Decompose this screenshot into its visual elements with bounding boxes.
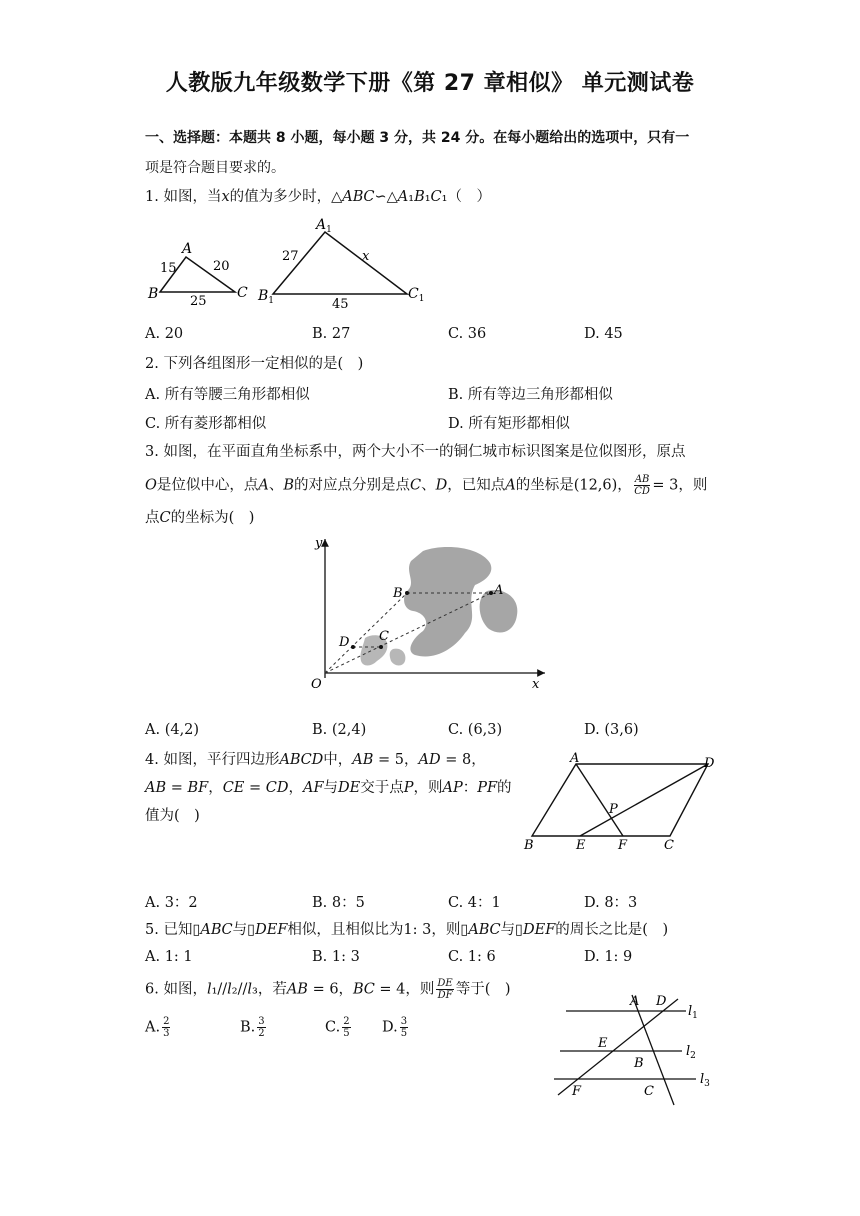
q4-option-a[interactable]: A. 3：2 (145, 895, 198, 911)
q6-option-c[interactable] (325, 1016, 353, 1039)
q3-option-a[interactable]: A. (4,2) (145, 722, 200, 738)
q3-fraction (634, 474, 651, 497)
frac-denominator: 𝐶𝐷 (634, 486, 650, 497)
q2-option-d[interactable]: D. 所有矩形都相似 (448, 416, 570, 432)
frac-denominator: 2 (258, 1028, 265, 1039)
frac-numerator: 𝐴𝐵 (634, 474, 650, 485)
label-B: B (634, 1056, 644, 1071)
section-heading-line2: 项是符合题目要求的。 (145, 160, 285, 176)
side-x: x (362, 249, 370, 264)
label-l1: $l_1$ (688, 1004, 698, 1021)
q1-option-c[interactable]: C. 36 (448, 326, 487, 342)
label-A: A (182, 241, 193, 257)
point-d (351, 645, 355, 649)
q5-option-b[interactable]: B. 1: 3 (312, 949, 360, 965)
q1-figure (140, 212, 440, 312)
large-logo-shape (404, 547, 491, 656)
frac-denominator: 5 (400, 1028, 408, 1039)
option-fraction (400, 1016, 408, 1039)
q2-stem: 2. 下列各组图形一定相似的是( ) (145, 356, 364, 372)
frac-numerator: 2 (163, 1016, 170, 1027)
q5-option-c[interactable]: C. 1: 6 (448, 949, 496, 965)
label-B1: $B_1$ (258, 288, 275, 306)
q2-option-b[interactable]: B. 所有等边三角形都相似 (448, 387, 613, 403)
q1-option-a[interactable]: A. 20 (145, 326, 184, 342)
side-27: 27 (282, 249, 299, 264)
option-label: D. (382, 1019, 398, 1036)
label-C: C (644, 1084, 654, 1099)
q2-option-c[interactable]: C. 所有菱形都相似 (145, 416, 267, 432)
q3-line1: 3. 如图，在平面直角坐标系中，两个大小不一的铜仁城市标识图案是位似图形，原点 (145, 444, 686, 460)
q3-line2 (145, 474, 707, 497)
q1-stem: 1. 如图，当𝑥的值为多少时，△𝐴𝐵𝐶∽△𝐴₁𝐵₁𝐶₁（ ） (145, 189, 491, 205)
label-A1: $A_1$ (316, 217, 332, 235)
label-D: D (339, 635, 350, 650)
x-axis-label: x (532, 677, 540, 692)
label-E: E (598, 1036, 608, 1051)
q6-figure (550, 985, 720, 1110)
q5-option-d[interactable]: D. 1: 9 (584, 949, 633, 965)
point-a (489, 591, 493, 595)
label-F: F (572, 1084, 582, 1099)
option-label: C. (325, 1019, 341, 1036)
label-C: C (664, 838, 674, 853)
label-D: D (704, 756, 715, 771)
side-45: 45 (332, 297, 349, 312)
section-heading-line1: 一、选择题：本题共 8 小题，每小题 3 分，共 24 分。在每小题给出的选项中，只有一 (145, 130, 690, 146)
q3-figure (305, 533, 555, 693)
q4-option-d[interactable]: D. 8：3 (584, 895, 638, 911)
section-heading (145, 128, 689, 148)
q4-line2: 𝐴𝐵 = 𝐵𝐹，𝐶𝐸 = 𝐶𝐷，𝐴𝐹与𝐷𝐸交于点𝑃，则𝐴𝑃：𝑃𝐹的 (145, 780, 512, 796)
q1-option-b[interactable]: B. 27 (312, 326, 351, 342)
parallelogram-abcd (532, 764, 708, 836)
q6-option-a[interactable] (145, 1016, 172, 1039)
label-l2: $l_2$ (686, 1044, 696, 1061)
label-D: D (656, 994, 667, 1009)
frac-numerator: 3 (400, 1016, 408, 1027)
q4-line3: 值为( ) (145, 808, 200, 824)
label-P: P (609, 802, 618, 817)
q6-stem-tail: 等于( ) (455, 981, 511, 998)
label-C: C (379, 629, 389, 644)
y-axis-label: y (315, 536, 323, 551)
small-logo-dot (390, 649, 406, 666)
label-F: F (618, 838, 628, 853)
label-B: B (148, 286, 159, 302)
label-B: B (524, 838, 534, 853)
q2-option-a[interactable]: A. 所有等腰三角形都相似 (145, 387, 310, 403)
point-c (379, 645, 383, 649)
frac-denominator: 3 (163, 1028, 170, 1039)
q1-option-d[interactable]: D. 45 (584, 326, 623, 342)
q5-option-a[interactable]: A. 1: 1 (145, 949, 193, 965)
q3-line3: 点𝐶的坐标为( ) (145, 510, 255, 526)
point-b (405, 591, 409, 595)
frac-denominator: 𝐷𝐹 (437, 990, 453, 1001)
q5-stem: 5. 已知▯𝐴𝐵𝐶与▯𝐷𝐸𝐹相似，且相似比为1: 3，则▯𝐴𝐵𝐶与▯𝐷𝐸𝐹的周长之比是( ) (145, 922, 669, 938)
label-A: A (630, 994, 640, 1009)
page-title: 人教版九年级数学下册《第 27 章相似》 单元测试卷 (165, 71, 695, 96)
q3-option-b[interactable]: B. (2,4) (312, 722, 367, 738)
q6-stem (145, 978, 511, 1001)
q6-stem-text: 6. 如图，𝑙₁//𝑙₂//𝑙₃，若𝐴𝐵 = 6，𝐵𝐶 = 4，则 (145, 981, 435, 998)
q4-figure (518, 750, 728, 856)
q4-option-b[interactable]: B. 8：5 (312, 895, 365, 911)
q6-fraction (436, 978, 453, 1001)
option-label: B. (240, 1019, 256, 1036)
q3-option-c[interactable]: C. (6,3) (448, 722, 503, 738)
label-C: C (237, 285, 248, 301)
frac-numerator: 𝐷𝐸 (437, 978, 453, 989)
q3-option-d[interactable]: D. (3,6) (584, 722, 639, 738)
option-label: A. (145, 1019, 161, 1036)
frac-denominator: 5 (343, 1028, 350, 1039)
label-A: A (494, 583, 504, 598)
option-fraction (257, 1016, 265, 1039)
q6-option-d[interactable] (382, 1016, 410, 1039)
q3-line2-tail: = 3，则 (652, 477, 708, 494)
option-fraction (162, 1016, 170, 1039)
origin-label: O (311, 677, 322, 692)
label-C1: $C_1$ (408, 286, 425, 304)
label-l3: $l_3$ (700, 1072, 710, 1089)
label-E: E (576, 838, 586, 853)
side-20: 20 (213, 259, 230, 274)
option-fraction (342, 1016, 350, 1039)
q4-line1: 4. 如图，平行四边形𝐴𝐵𝐶𝐷中，𝐴𝐵 = 5，𝐴𝐷 = 8， (145, 752, 486, 768)
side-25: 25 (190, 294, 207, 309)
q4-option-c[interactable]: C. 4：1 (448, 895, 501, 911)
transversal-df (558, 999, 678, 1095)
q3-line2-text: 𝑂是位似中心，点𝐴、𝐵的对应点分别是点𝐶、𝐷，已知点𝐴的坐标是(12,6)， (145, 477, 632, 494)
side-15: 15 (160, 261, 177, 276)
label-A: A (570, 751, 580, 766)
frac-numerator: 2 (343, 1016, 350, 1027)
q6-option-b[interactable] (240, 1016, 268, 1039)
label-B: B (393, 586, 403, 601)
frac-numerator: 3 (258, 1016, 265, 1027)
